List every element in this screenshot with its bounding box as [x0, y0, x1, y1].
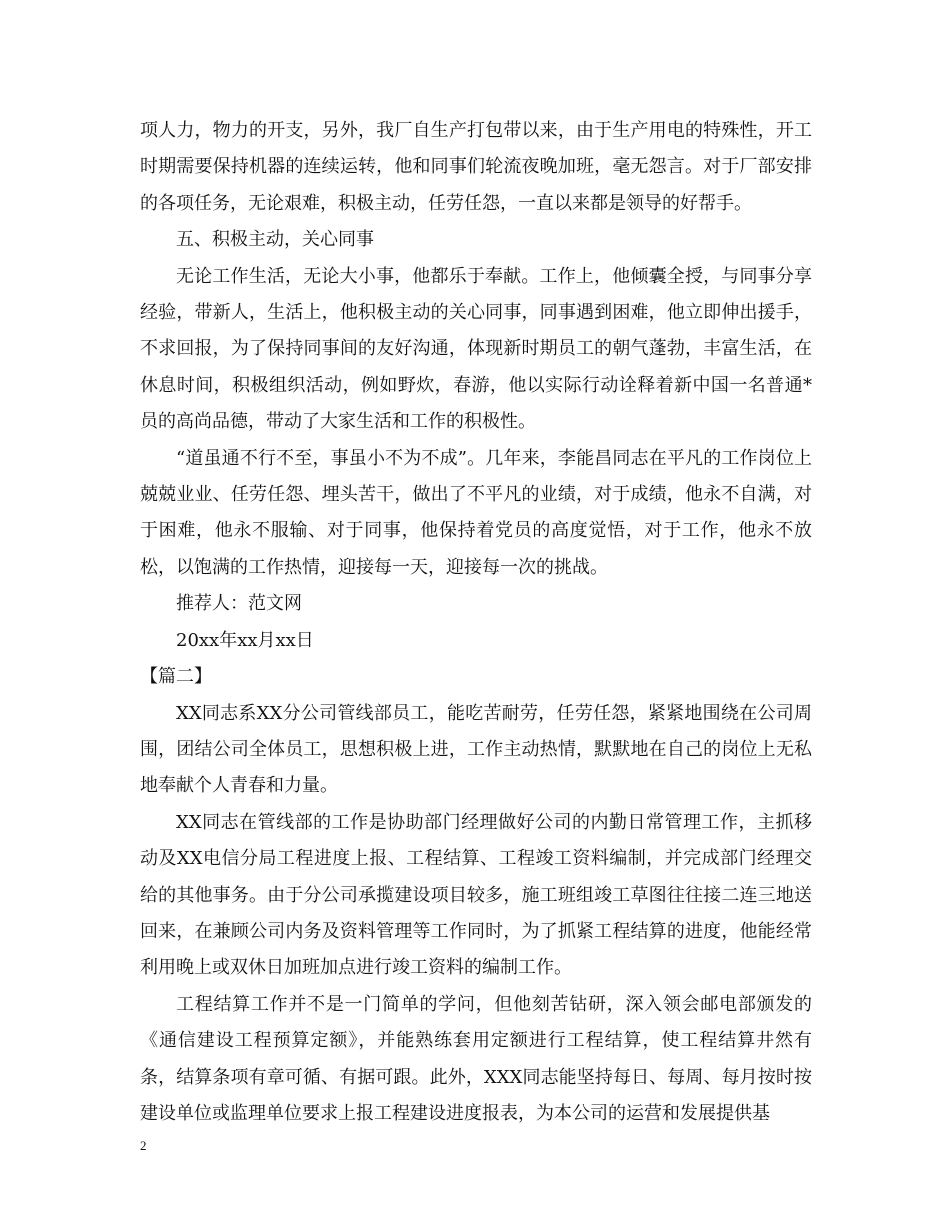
paragraph: XX同志在管线部的工作是协助部门经理做好公司的内勤日常管理工作，主抓移动及XX电信分局工程进度上报、工程结算、工程竣工资料编制，并完成部门经理交给的其他事务。由于分公司承揽建设项目较多，施工班组竣工草图往往接二连三地送回来，在兼顾公司内务及资料管理等工作同时，为了抓紧工程结算的进度，他能经常利用晚上或双休日加班加点进行竣工资料的编制工作。 [140, 811, 812, 979]
paragraph: 无论工作生活，无论大小事，他都乐于奉献。工作上，他倾囊全授，与同事分享经验，带新人，生活上，他积极主动的关心同事，同事遇到困难，他立即伸出援手，不求回报，为了保持同事间的友好沟通，体现新时期员工的朝气蓬勃，丰富生活，在休息时间，积极组织活动，例如野炊，春游，他以实际行动诠释着新中国一名普通*员的高尚品德，带动了大家生活和工作的积极性。 [140, 265, 812, 433]
paragraph: “道虽通不行不至，事虽小不为不成”。几年来，李能昌同志在平凡的工作岗位上兢兢业业、任劳任怨、埋头苦干，做出了不平凡的业绩，对于成绩，他永不自满，对于困难，他永不服输、对于同事，他保持着党员的高度觉悟，对于工作，他永不放松，以饱满的工作热情，迎接每一天，迎接每一次的挑战。 [140, 447, 812, 578]
paragraph: 工程结算工作并不是一门简单的学问，但他刻苦钻研，深入领会邮电部颁发的《通信建设工程预算定额》，并能熟练套用定额进行工程结算，使工程结算井然有条，结算条项有章可循、有据可跟。此外，XXX同志能坚持每日、每周、每月按时按建设单位或监理单位要求上报工程建设进度报表，为本公司的运营和发展提供基 [140, 993, 812, 1124]
page-number: 2 [140, 1138, 147, 1153]
recommender-line: 推荐人：范文网 [176, 593, 302, 615]
document-body [140, 113, 812, 1132]
section-marker: 【篇二】 [140, 666, 212, 688]
section-heading: 五、积极主动，关心同事 [176, 229, 374, 251]
date-line: 20xx年xx月xx日 [176, 629, 314, 651]
paragraph-continued: 项人力，物力的开支，另外，我厂自生产打包带以来，由于生产用电的特殊性，开工时期需要保持机器的连续运转，他和同事们轮流夜晚加班，毫无怨言。对于厂部安排的各项任务，无论艰难，积极主动，任劳任怨，一直以来都是领导的好帮手。 [140, 120, 812, 214]
paragraph: XX同志系XX分公司管线部员工，能吃苦耐劳，任劳任怨，紧紧地围绕在公司周围，团结公司全体员工，思想积极上进，工作主动热情，默默地在自己的岗位上无私地奉献个人青春和力量。 [140, 702, 812, 797]
